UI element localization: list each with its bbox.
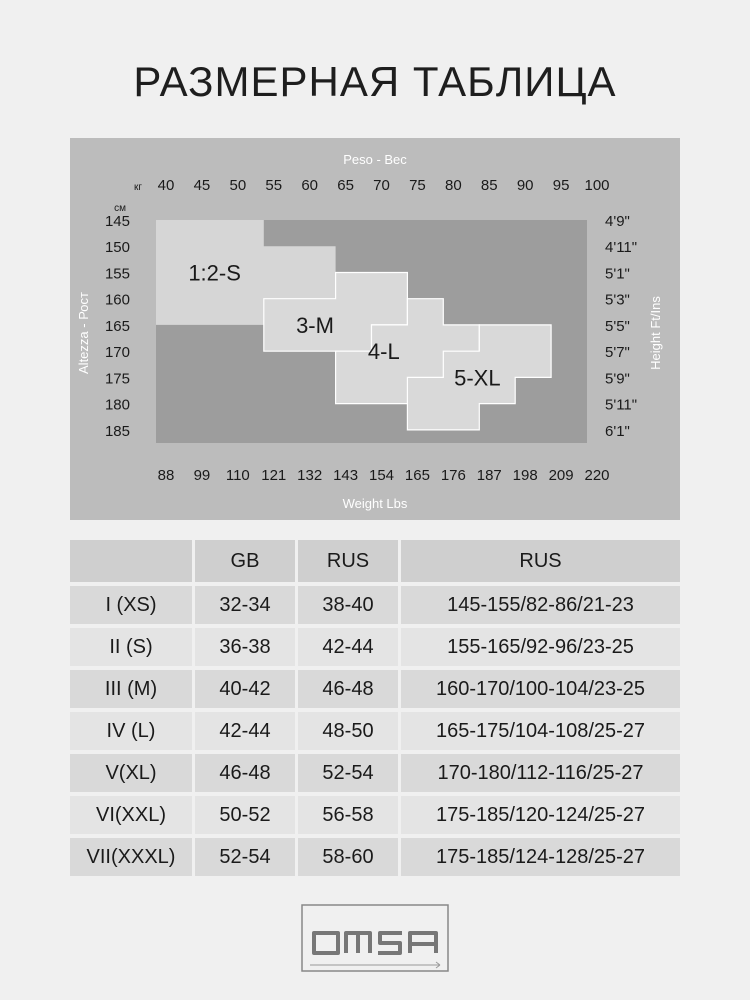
measures-cell: 155-165/92-96/23-25 [401,624,680,666]
size-cell: II (S) [70,624,195,666]
zone-label: 3-M [296,312,334,338]
bottom-tick-label: 176 [440,467,466,484]
table-row [70,792,680,834]
right-tick-label: 5'7" [605,344,630,362]
top-tick-label: 100 [584,177,610,194]
right-axis-title: Height Ft/Ins [648,296,663,370]
right-tick-label: 4'9" [605,213,630,230]
left-tick-label: 180 [104,396,130,414]
size-cell: IV (L) [70,708,195,750]
gb-cell: 46-48 [195,750,298,792]
top-tick-label: 60 [301,177,319,194]
bottom-tick-label: 165 [404,467,430,484]
table-row [70,708,680,750]
measures-cell: 145-155/82-86/21-23 [401,582,680,624]
rus-cell: 46-48 [298,666,401,708]
bottom-tick-label: 143 [333,467,359,484]
right-tick-label: 5'9" [605,370,630,388]
gb-cell: 36-38 [195,624,298,666]
bottom-tick-label: 110 [225,467,250,484]
right-tick-label: 5'11" [605,396,638,414]
rus-cell: 56-58 [298,792,401,834]
measures-cell: 165-175/104-108/25-27 [401,708,680,750]
top-tick-label: 50 [229,177,247,194]
rus-cell: 52-54 [298,750,401,792]
left-tick-label: 155 [104,265,130,283]
page-title: РАЗМЕРНАЯ ТАБЛИЦА [133,58,617,105]
gb-cell: 32-34 [195,582,298,624]
omsa-logo-mark [300,903,450,973]
size-cell: VI(XXL) [70,792,195,834]
top-tick-label: 70 [373,177,390,194]
left-tick-label: 175 [104,370,130,388]
bottom-tick-label: 132 [297,467,323,484]
header-cell-size [70,540,195,582]
header-cell-gb: GB [195,540,298,582]
size-cell: VII(XXXL) [70,834,195,876]
top-tick-label: 45 [193,177,211,194]
table-row [70,666,680,708]
rus-cell: 42-44 [298,624,401,666]
header-cell-rus: RUS [298,540,401,582]
right-tick-label: 6'1" [605,422,630,440]
size-chart-svg [70,138,680,520]
bottom-axis-title: Weight Lbs [342,496,408,511]
zone-label: 5-XL [454,365,501,391]
size-cell: V(XL) [70,750,195,792]
rus-cell: 38-40 [298,582,401,624]
gb-cell: 42-44 [195,708,298,750]
top-tick-label: 75 [409,177,426,194]
right-tick-label: 4'11" [605,239,638,257]
table-row [70,834,680,876]
size-chart [70,138,680,520]
top-axis-title: Peso - Вес [343,152,407,167]
right-tick-label: 5'3" [605,291,630,309]
header-cell-rus-measures: RUS [401,540,680,582]
measures-cell: 170-180/112-116/25-27 [401,750,680,792]
left-tick-label: 150 [104,239,130,257]
right-tick-label: 5'1" [605,265,630,283]
left-tick-label: 145 [104,213,130,230]
left-tick-label: 160 [104,291,130,309]
top-tick-label: 90 [516,177,534,194]
measures-cell: 175-185/120-124/25-27 [401,792,680,834]
size-cell: I (XS) [70,582,195,624]
gb-cell: 52-54 [195,834,298,876]
table-row [70,582,680,624]
measures-cell: 160-170/100-104/23-25 [401,666,680,708]
left-axis-title: Altezza - Рост [76,292,91,374]
top-axis-unit: кг [133,182,142,193]
top-tick-label: 40 [157,177,175,194]
size-table [70,540,680,876]
bottom-tick-label: 121 [261,467,287,484]
top-tick-label: 65 [337,177,354,194]
size-cell: III (M) [70,666,195,708]
right-tick-label: 5'5" [605,317,630,335]
table-header-row [70,540,680,582]
left-tick-label: 185 [104,422,130,440]
rus-cell: 58-60 [298,834,401,876]
bottom-tick-label: 187 [476,467,502,484]
top-tick-label: 80 [444,177,462,194]
bottom-tick-label: 198 [512,467,538,484]
zone-label: 4-L [367,339,400,365]
omsa-logo [300,903,450,973]
left-axis-unit: см [114,203,126,214]
left-tick-label: 170 [104,344,130,362]
top-tick-label: 55 [265,177,283,194]
zone-label: 1:2-S [188,260,241,286]
table-row [70,750,680,792]
bottom-tick-label: 99 [193,467,211,484]
top-tick-label: 85 [480,177,498,194]
table-row [70,624,680,666]
rus-cell: 48-50 [298,708,401,750]
top-tick-label: 95 [552,177,570,194]
bottom-tick-label: 220 [584,467,610,484]
bottom-tick-label: 88 [157,467,175,484]
bottom-tick-label: 154 [368,467,395,484]
bottom-tick-label: 209 [548,467,574,484]
measures-cell: 175-185/124-128/25-27 [401,834,680,876]
gb-cell: 50-52 [195,792,298,834]
left-tick-label: 165 [104,317,130,335]
gb-cell: 40-42 [195,666,298,708]
